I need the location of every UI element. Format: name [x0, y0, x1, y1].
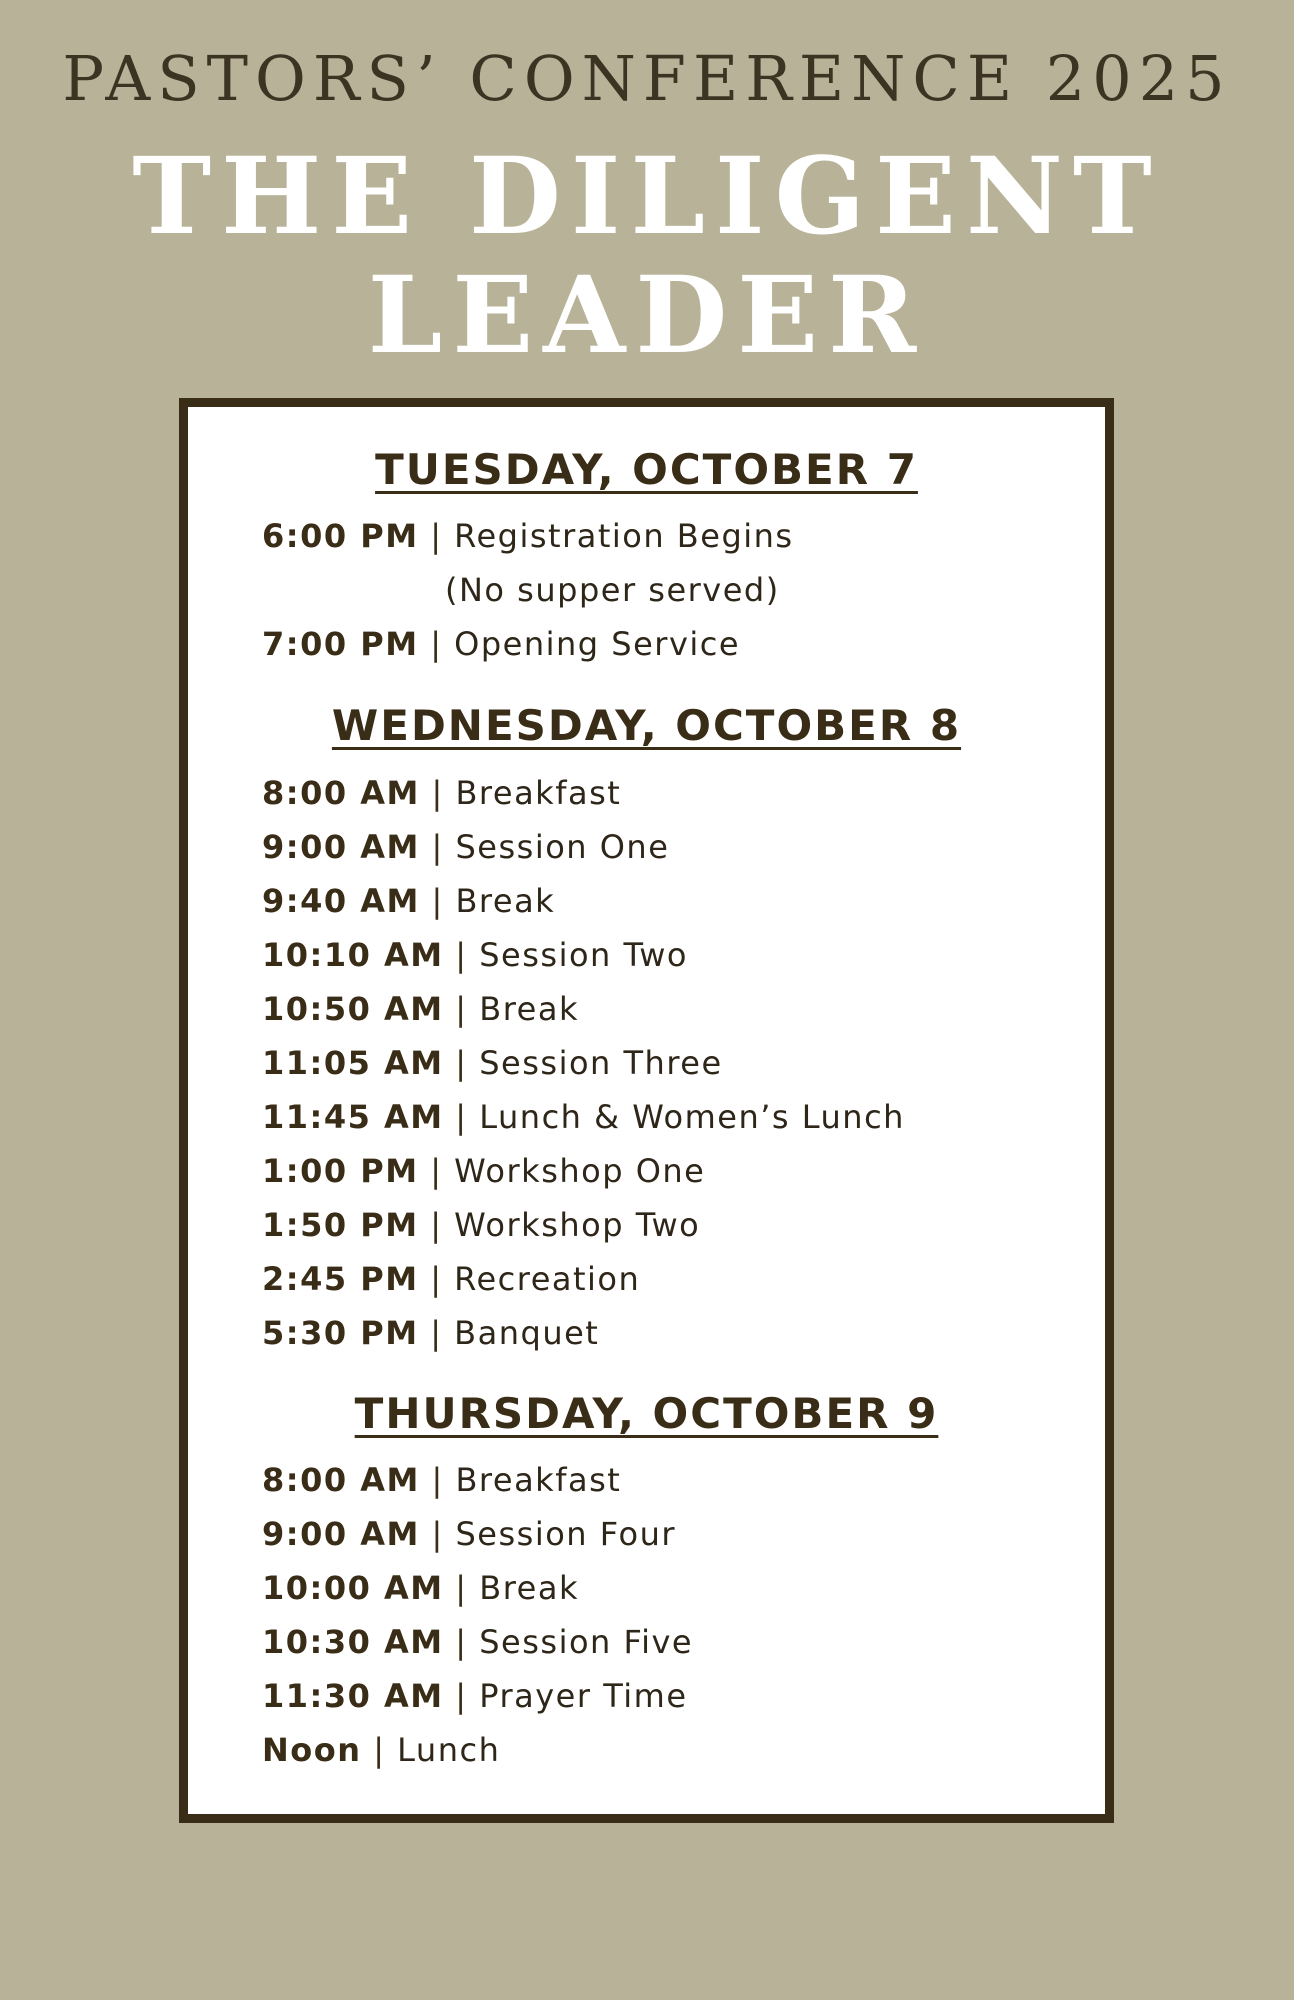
schedule-item: [262, 625, 741, 663]
item-event: Session Three: [479, 1044, 723, 1082]
schedule-item: [262, 517, 794, 555]
day-heading-wednesday: WEDNESDAY, OCTOBER 8: [331, 701, 962, 750]
schedule-item: [262, 1515, 677, 1553]
item-separator: |: [443, 936, 480, 974]
item-separator: |: [418, 1314, 455, 1352]
item-event: Workshop One: [454, 1152, 706, 1190]
item-event: Lunch: [397, 1731, 501, 1769]
item-event: Prayer Time: [479, 1677, 688, 1715]
item-time: 9:40 AM: [262, 882, 420, 920]
schedule-item: [262, 936, 688, 974]
item-time: 9:00 AM: [262, 828, 420, 866]
item-time: 11:05 AM: [262, 1044, 444, 1082]
item-event: Break: [479, 1569, 579, 1607]
schedule-item: [262, 1152, 706, 1190]
schedule-item: [262, 1623, 694, 1661]
item-separator: |: [419, 1515, 456, 1553]
item-time: 1:50 PM: [262, 1206, 419, 1244]
day-heading-thursday: THURSDAY, OCTOBER 9: [354, 1389, 939, 1438]
item-event: Workshop Two: [454, 1206, 701, 1244]
item-time: 9:00 AM: [262, 1515, 420, 1553]
item-event: Opening Service: [454, 625, 741, 663]
schedule-box: [179, 398, 1114, 1823]
item-separator: |: [418, 1206, 455, 1244]
item-event: Session Four: [455, 1515, 677, 1553]
title-line-1: THE DILIGENT: [132, 133, 1162, 258]
conference-name: PASTORS’ CONFERENCE 2025: [62, 42, 1232, 115]
item-separator: |: [418, 625, 455, 663]
item-separator: |: [419, 828, 456, 866]
item-time: 10:00 AM: [262, 1569, 444, 1607]
item-event: Session Five: [479, 1623, 694, 1661]
item-event: Session One: [455, 828, 670, 866]
item-separator: |: [443, 1044, 480, 1082]
item-separator: |: [419, 774, 456, 812]
item-separator: |: [443, 1569, 480, 1607]
item-separator: |: [361, 1731, 398, 1769]
item-event: Recreation: [454, 1260, 641, 1298]
item-event: Session Two: [479, 936, 688, 974]
item-time: 8:00 AM: [262, 774, 420, 812]
schedule-item: [262, 1461, 622, 1499]
item-time: 10:10 AM: [262, 936, 444, 974]
schedule-item: [262, 1314, 600, 1352]
item-event: Registration Begins: [454, 517, 794, 555]
item-event: Breakfast: [455, 1461, 622, 1499]
item-note: (No supper served): [445, 571, 780, 609]
day-heading-tuesday: TUESDAY, OCTOBER 7: [375, 445, 918, 494]
item-time: Noon: [262, 1731, 362, 1769]
item-time: 7:00 PM: [262, 625, 419, 663]
item-separator: |: [418, 1260, 455, 1298]
item-separator: |: [418, 517, 455, 555]
schedule-item: [262, 828, 670, 866]
item-event: Lunch & Women’s Lunch: [479, 1098, 905, 1136]
schedule-item: [262, 1206, 701, 1244]
schedule-item: [262, 774, 622, 812]
item-separator: |: [443, 1623, 480, 1661]
schedule-item: [262, 1098, 905, 1136]
item-event: Break: [479, 990, 579, 1028]
item-event: Breakfast: [455, 774, 622, 812]
item-time: 10:30 AM: [262, 1623, 444, 1661]
schedule-item: [262, 1731, 501, 1769]
item-time: 5:30 PM: [262, 1314, 419, 1352]
item-separator: |: [443, 1677, 480, 1715]
item-time: 2:45 PM: [262, 1260, 419, 1298]
item-time: 1:00 PM: [262, 1152, 419, 1190]
item-separator: |: [443, 1098, 480, 1136]
item-event: Banquet: [454, 1314, 600, 1352]
item-event: Break: [455, 882, 556, 920]
item-time: 6:00 PM: [262, 517, 419, 555]
schedule-item: [262, 1260, 641, 1298]
item-time: 11:30 AM: [262, 1677, 444, 1715]
item-separator: |: [419, 882, 456, 920]
item-separator: |: [418, 1152, 455, 1190]
item-time: 11:45 AM: [262, 1098, 444, 1136]
schedule-item: [262, 1569, 579, 1607]
schedule-item: [262, 990, 579, 1028]
item-time: 10:50 AM: [262, 990, 444, 1028]
schedule-item: [262, 882, 556, 920]
schedule-item: [262, 1677, 688, 1715]
schedule-item: [262, 1044, 723, 1082]
item-separator: |: [443, 990, 480, 1028]
item-time: 8:00 AM: [262, 1461, 420, 1499]
title-line-2: LEADER: [367, 252, 927, 377]
item-separator: |: [419, 1461, 456, 1499]
